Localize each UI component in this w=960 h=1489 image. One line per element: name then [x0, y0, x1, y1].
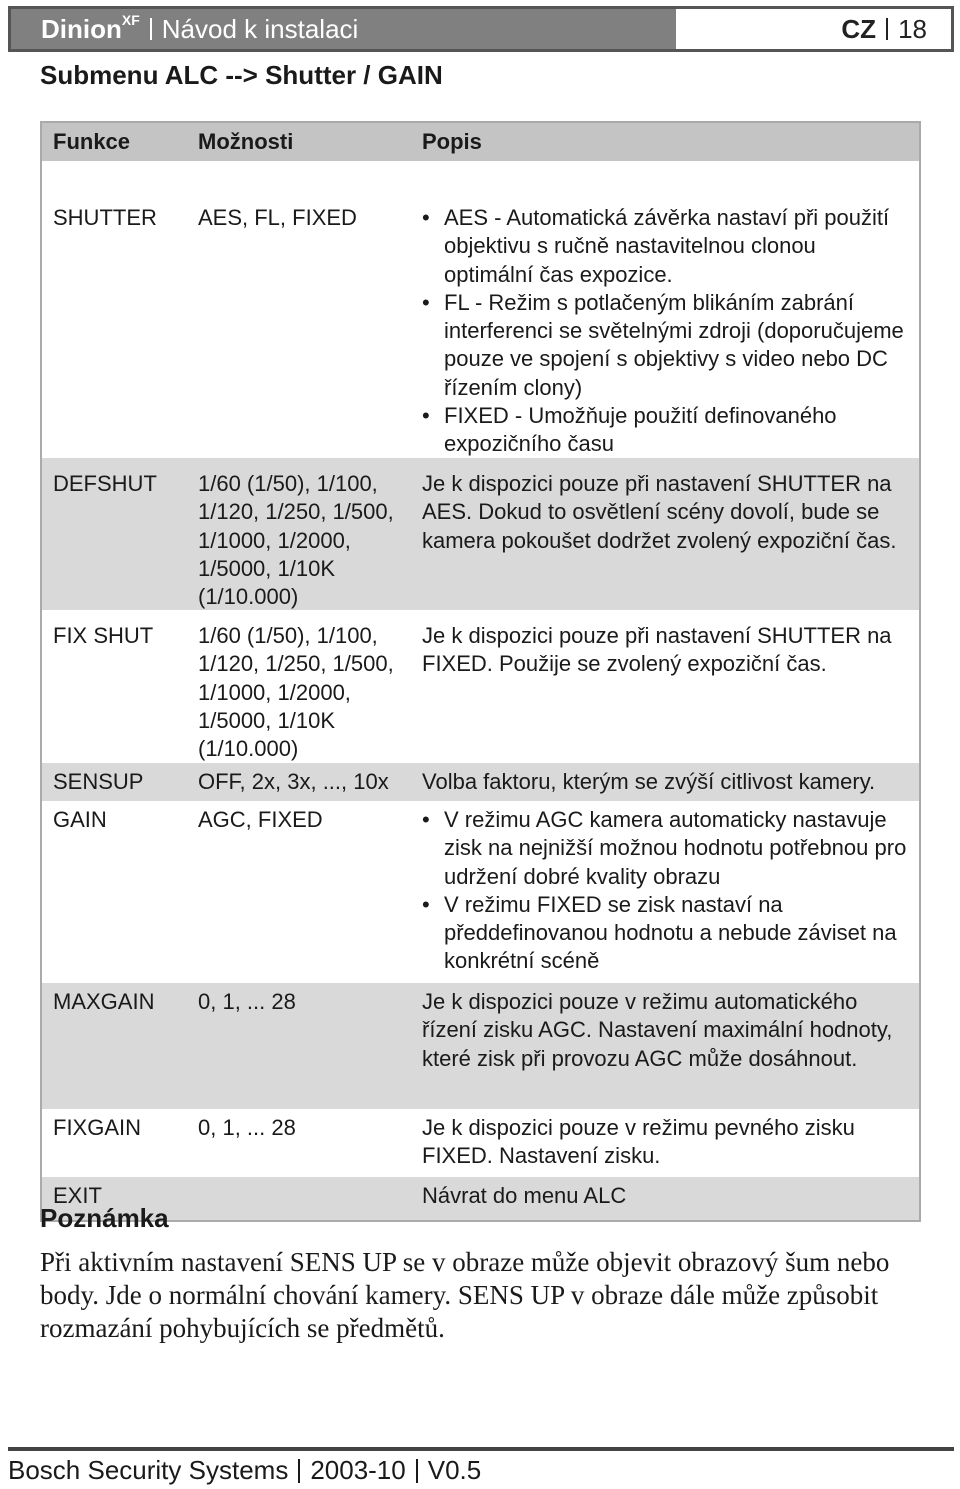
row-options: OFF, 2x, 3x, ..., 10x — [198, 769, 389, 794]
header-separator — [150, 18, 152, 40]
row-function: EXIT — [53, 1183, 102, 1208]
page-footer — [8, 1455, 481, 1486]
footer-separator — [298, 1459, 300, 1483]
brand-name: Dinion$^{XF}$ — [41, 11, 140, 44]
footer-version: V0.5 — [427, 1455, 482, 1485]
page-number: 18 — [898, 13, 927, 44]
footer-divider — [8, 1447, 954, 1451]
table-row-shutter — [42, 161, 919, 458]
brand-superscript: XF — [121, 11, 140, 28]
bullet-item: • V režimu FIXED se zisk nastaví na předdefinovanou hodnotu a nebude záviset na konkrétní scéně — [422, 891, 909, 976]
bullet-item: • AES - Automatická závěrka nastaví při použití objektivu s ručně nastavitelnou clonou optimální čas expozice. — [422, 204, 909, 289]
row-description — [422, 204, 919, 458]
row-description: Je k dispozici pouze v režimu automatického řízení zisku AGC. Nastavení maximální hodnoty, které zisk při provozu AGC může dosáhnout. — [422, 989, 893, 1071]
footer-date: 2003-10 — [310, 1455, 406, 1485]
row-options: 0, 1, ... 28 — [198, 989, 296, 1014]
table-header-row — [42, 123, 919, 161]
header-title-bar — [11, 9, 676, 49]
row-options — [198, 1182, 422, 1220]
table-row-fixgain — [42, 1109, 919, 1177]
row-description: Návrat do menu ALC — [422, 1183, 627, 1208]
row-function: FIX SHUT — [53, 623, 154, 648]
row-options: 0, 1, ... 28 — [198, 1115, 296, 1140]
row-function: FIXGAIN — [53, 1115, 142, 1140]
bullet-item: • FIXED - Umožňuje použití definovaného expozičního času — [422, 402, 909, 459]
table-row-exit — [42, 1177, 919, 1220]
row-description — [422, 806, 919, 983]
row-options: 1/60 (1/50), 1/100, 1/120, 1/250, 1/500, 1/1000, 1/2000, 1/5000, 1/10K (1/10.000) — [198, 471, 394, 610]
header-page-info — [676, 9, 951, 49]
note-title: Poznámka — [40, 1203, 169, 1233]
row-options: 1/60 (1/50), 1/100, 1/120, 1/250, 1/500, 1/1000, 1/2000, 1/5000, 1/10K (1/10.000) — [198, 623, 394, 762]
bullet-item: • FL - Režim s potlačeným blikáním zabrání interferenci se světelnými zdroji (doporučujeme pouze ve spojení s objektivy s video nebo DC řízením clony) — [422, 289, 909, 402]
bullet-list — [422, 806, 909, 976]
table-row-fixshut — [42, 610, 919, 763]
row-function: DEFSHUT — [53, 471, 157, 496]
row-description: Je k dispozici pouze při nastavení SHUTTER na AES. Dokud to osvětlení scény dovolí, bude se kamera pokoušet dodržet zvolený expoziční čas. — [422, 471, 897, 553]
document-title: Návod k instalaci — [161, 13, 359, 44]
table-row-gain — [42, 801, 919, 983]
row-description: Volba faktoru, kterým se zvýší citlivost kamery. — [422, 769, 876, 794]
row-description: Je k dispozici pouze v režimu pevného zisku FIXED. Nastavení zisku. — [422, 1115, 855, 1169]
row-function: GAIN — [53, 807, 107, 832]
footer-separator — [416, 1459, 418, 1483]
settings-table — [40, 121, 921, 1222]
row-function: MAXGAIN — [53, 989, 155, 1014]
row-options: AGC, FIXED — [198, 807, 323, 832]
page-separator — [886, 18, 888, 40]
bullet-item: • V režimu AGC kamera automaticky nastavuje zisk na nejnižší možnou hodnotu potřebnou pro udržení dobré kvality obrazu — [422, 806, 909, 891]
language-code: CZ — [841, 13, 877, 44]
page-header — [8, 6, 954, 52]
bullet-list — [422, 204, 909, 459]
table-row-defshut — [42, 458, 919, 610]
row-function: SHUTTER — [53, 205, 157, 230]
footer-company: Bosch Security Systems — [8, 1455, 289, 1485]
header-function: Funkce — [53, 129, 131, 154]
table-row-maxgain — [42, 983, 919, 1109]
header-description: Popis — [422, 129, 482, 154]
row-options: AES, FL, FIXED — [198, 205, 357, 230]
table-row-sensup — [42, 763, 919, 801]
note-text: Při aktivním nastavení SENS UP se v obraze může objevit obrazový šum nebo body. Jde o normální chování kamery. SENS UP v obraze dále může způsobit rozmazání pohybujících se předmětů. — [40, 1247, 890, 1343]
row-description: Je k dispozici pouze při nastavení SHUTTER na FIXED. Použije se zvolený expoziční čas. — [422, 623, 892, 677]
row-function: SENSUP — [53, 769, 144, 794]
header-options: Možnosti — [198, 129, 294, 154]
section-title: Submenu ALC --> Shutter / GAIN — [40, 60, 443, 90]
